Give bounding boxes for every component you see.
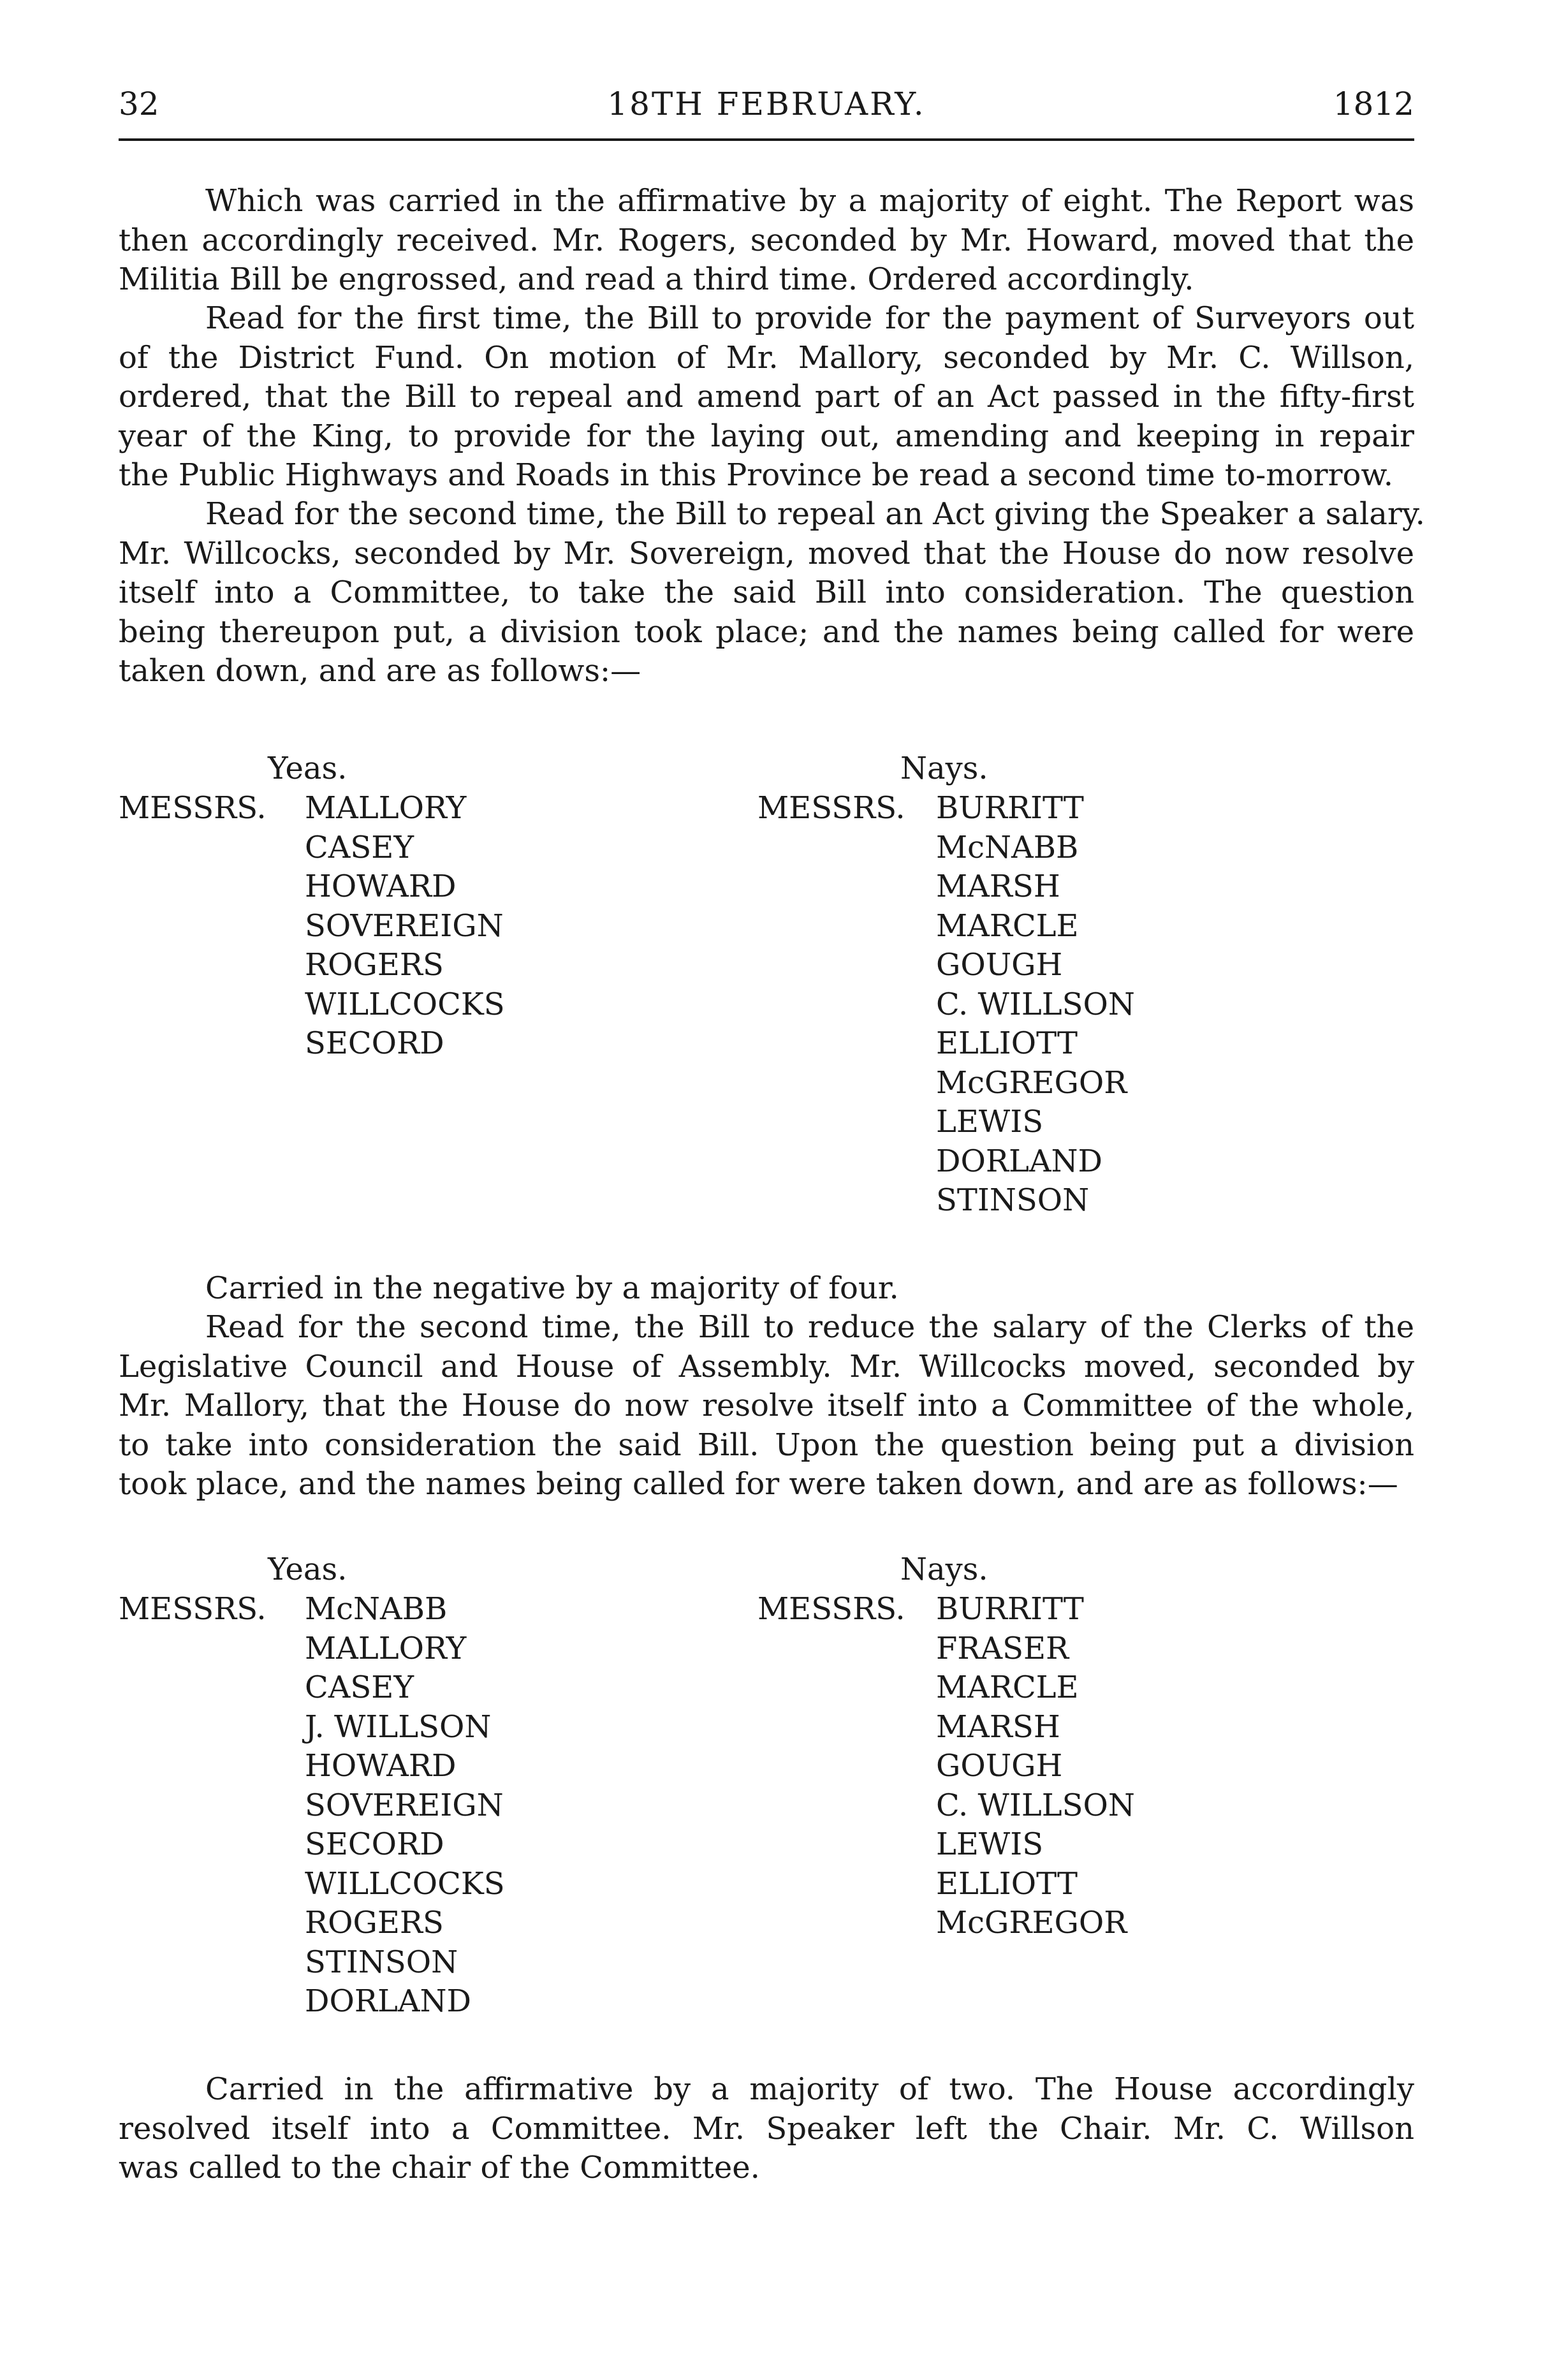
text-line: Carried in the negative by a majority of four. bbox=[205, 1270, 899, 1306]
nays-messrs-label: MESSRS. bbox=[758, 1591, 905, 1627]
nay-name: ELLIOTT bbox=[936, 1865, 1078, 1902]
page-year: 1812 bbox=[1333, 85, 1414, 122]
yea-name: CASEY bbox=[305, 829, 414, 865]
text-line: itself into a Committee, to take the said Bill into consideration. The question bbox=[119, 575, 1414, 610]
yea-name: CASEY bbox=[305, 1670, 414, 1705]
nay-name: McGREGOR bbox=[936, 1064, 1127, 1101]
nay-name: C. WILLSON bbox=[936, 986, 1135, 1022]
nay-name: LEWIS bbox=[936, 1104, 1044, 1140]
nay-name: MARSH bbox=[936, 869, 1060, 904]
text-line: year of the King, to provide for the laying out, amending and keeping in repair bbox=[119, 418, 1414, 454]
text-line: Militia Bill be engrossed, and read a third time. Ordered accordingly. bbox=[119, 261, 1194, 297]
nay-name: C. WILLSON bbox=[936, 1787, 1135, 1823]
yeas-list bbox=[305, 1590, 505, 2022]
text-line: Read for the second time, the Bill to reduce the salary of the Clerks of the bbox=[205, 1309, 1414, 1345]
nay-name: MARCLE bbox=[936, 1670, 1079, 1705]
paragraph-6 bbox=[119, 2070, 1414, 2188]
text-line: being thereupon put, a division took place; and the names being called for were bbox=[119, 613, 1414, 650]
yea-name: McNABB bbox=[305, 1591, 448, 1627]
yea-name: SECORD bbox=[305, 1025, 444, 1061]
yea-name: WILLCOCKS bbox=[305, 986, 505, 1022]
yeas-messrs-label: MESSRS. bbox=[119, 1591, 267, 1627]
nay-name: DORLAND bbox=[936, 1143, 1102, 1179]
text-line: Legislative Council and House of Assembly. Mr. Willcocks moved, seconded by bbox=[119, 1348, 1414, 1385]
nay-name: FRASER bbox=[936, 1630, 1069, 1666]
yea-name: DORLAND bbox=[305, 1983, 471, 2019]
text-line: Mr. Mallory, that the House do now resolve itself into a Committee of the whole, bbox=[119, 1388, 1414, 1423]
nays-messrs-label: MESSRS. bbox=[758, 790, 905, 826]
paragraph-3 bbox=[119, 495, 1425, 691]
text-line: Read for the first time, the Bill to provide for the payment of Surveyors out bbox=[205, 300, 1414, 336]
text-line: Which was carried in the affirmative by a majority of eight. The Report was bbox=[205, 183, 1414, 219]
text-line: taken down, and are as follows:— bbox=[119, 653, 641, 689]
yeas-messrs-label: MESSRS. bbox=[119, 790, 267, 826]
text-line: ordered, that the Bill to repeal and amend part of an Act passed in the fifty-first bbox=[119, 379, 1414, 415]
nays-list bbox=[936, 1590, 1135, 1943]
paragraph-4 bbox=[119, 1269, 1414, 1309]
text-line: the Public Highways and Roads in this Province be read a second time to-morrow. bbox=[119, 457, 1394, 493]
nay-name: STINSON bbox=[936, 1182, 1090, 1218]
yea-name: MALLORY bbox=[305, 1630, 467, 1666]
yeas-heading: Yeas. bbox=[268, 751, 348, 786]
text-line: resolved itself into a Committee. Mr. Speaker left the Chair. Mr. C. Willson bbox=[119, 2110, 1414, 2147]
text-line: took place, and the names being called for were taken down, and are as follows:— bbox=[119, 1466, 1398, 1502]
yea-name: SOVEREIGN bbox=[305, 1787, 504, 1823]
yea-name: ROGERS bbox=[305, 1905, 444, 1941]
nay-name: BURRITT bbox=[936, 790, 1084, 826]
nays-heading: Nays. bbox=[900, 1552, 988, 1587]
nay-name: BURRITT bbox=[936, 1591, 1084, 1627]
yea-name: J. WILLSON bbox=[305, 1708, 492, 1745]
text-line: Carried in the affirmative by a majority of two. The House accordingly bbox=[205, 2071, 1414, 2107]
yeas-list bbox=[305, 789, 505, 1064]
yea-name: SOVEREIGN bbox=[305, 907, 504, 944]
text-line: Read for the second time, the Bill to repeal an Act giving the Speaker a salary. bbox=[205, 496, 1425, 532]
nay-name: MARCLE bbox=[936, 907, 1079, 944]
text-line: of the District Fund. On motion of Mr. Mallory, seconded by Mr. C. Willson, bbox=[119, 339, 1414, 376]
paragraph-5 bbox=[119, 1308, 1414, 1504]
paragraph-1 bbox=[119, 182, 1414, 300]
text-line: Mr. Willcocks, seconded by Mr. Sovereign, moved that the House do now resolve bbox=[119, 535, 1414, 571]
yea-name: SECORD bbox=[305, 1826, 444, 1862]
yea-name: WILLCOCKS bbox=[305, 1865, 505, 1902]
nay-name: ELLIOTT bbox=[936, 1025, 1078, 1061]
yea-name: STINSON bbox=[305, 1944, 458, 1980]
page-header bbox=[119, 75, 1414, 133]
yea-name: HOWARD bbox=[305, 869, 457, 904]
yea-name: HOWARD bbox=[305, 1748, 457, 1784]
page-number: 32 bbox=[119, 85, 159, 122]
yea-name: ROGERS bbox=[305, 947, 444, 983]
yea-name: MALLORY bbox=[305, 790, 467, 826]
text-line: was called to the chair of the Committee. bbox=[119, 2150, 760, 2185]
nay-name: LEWIS bbox=[936, 1826, 1044, 1862]
text-line: then accordingly received. Mr. Rogers, seconded by Mr. Howard, moved that the bbox=[119, 222, 1414, 258]
nay-name: McNABB bbox=[936, 829, 1079, 865]
text-line: to take into consideration the said Bill. Upon the question being put a division bbox=[119, 1427, 1414, 1463]
nay-name: GOUGH bbox=[936, 1748, 1063, 1784]
header-rule bbox=[119, 138, 1414, 141]
nays-list bbox=[936, 789, 1135, 1221]
yeas-heading: Yeas. bbox=[268, 1552, 348, 1587]
nay-name: GOUGH bbox=[936, 947, 1063, 983]
nays-heading: Nays. bbox=[900, 751, 988, 786]
page-date: 18TH FEBRUARY. bbox=[607, 85, 926, 122]
nay-name: MARSH bbox=[936, 1708, 1060, 1745]
paragraph-2 bbox=[119, 299, 1414, 496]
nay-name: McGREGOR bbox=[936, 1905, 1127, 1941]
